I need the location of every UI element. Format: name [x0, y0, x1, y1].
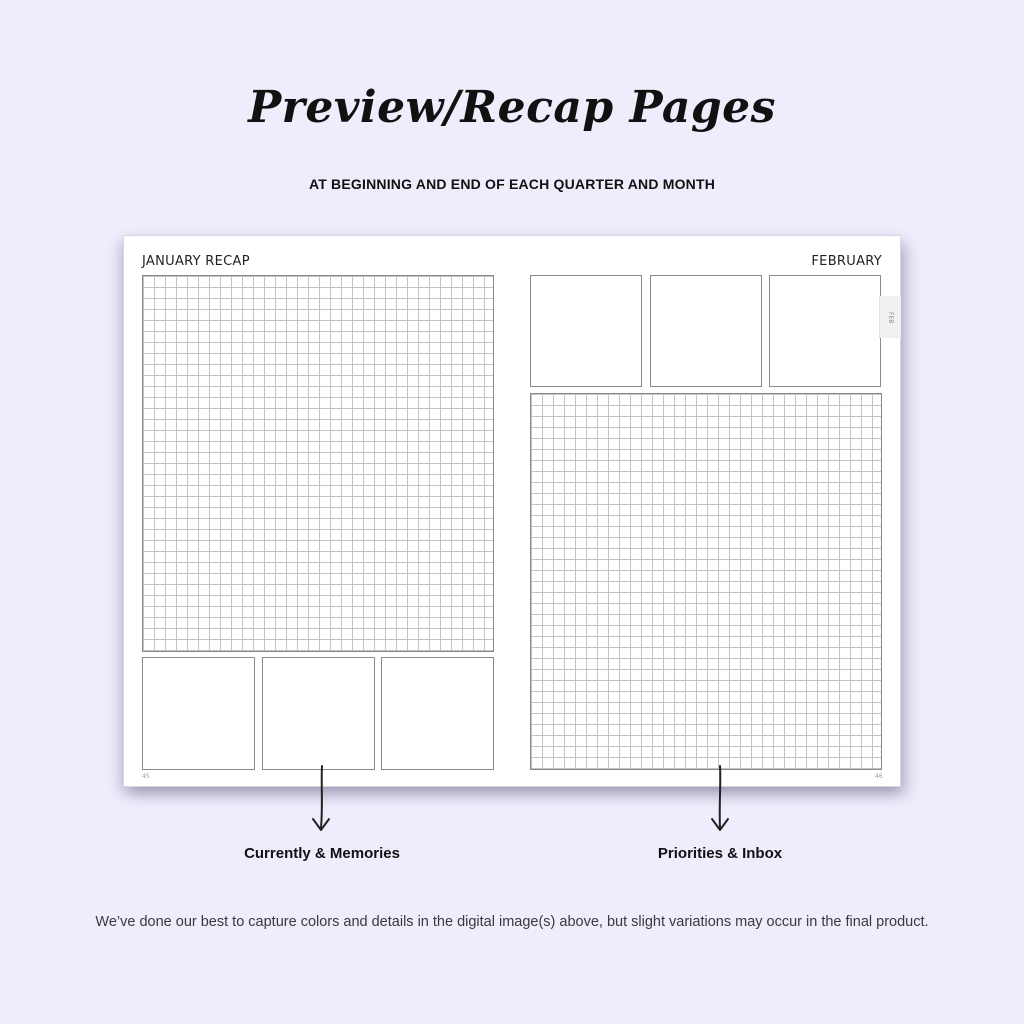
- right-grid: [530, 393, 882, 770]
- right-page-title: FEBRUARY: [811, 254, 882, 269]
- callout-right: Priorities & Inbox: [657, 845, 783, 862]
- priority-box-2: [650, 275, 762, 387]
- arrow-down-icon: [308, 764, 336, 836]
- priority-box-1: [530, 275, 642, 387]
- left-grid: [142, 275, 494, 652]
- month-tab-label: FEB: [887, 312, 894, 324]
- month-tab[interactable]: [879, 296, 901, 338]
- left-page-title: JANUARY RECAP: [142, 254, 250, 269]
- page-title: Preview/Recap Pages: [248, 82, 776, 133]
- callout-left: Currently & Memories: [244, 845, 400, 862]
- planner-spread: [124, 236, 900, 786]
- memory-box-1: [142, 657, 255, 770]
- arrow-down-icon: [706, 764, 734, 836]
- priority-box-3: [769, 275, 881, 387]
- right-page-number: 46: [875, 773, 883, 780]
- memory-box-3: [381, 657, 494, 770]
- left-page-number: 45: [142, 773, 150, 780]
- memory-box-2: [262, 657, 375, 770]
- page-subtitle: AT BEGINNING AND END OF EACH QUARTER AND MONTH: [308, 176, 716, 192]
- disclaimer-text: We’ve done our best to capture colors and details in the digital image(s) above, but slight variations may occur in the final product.: [95, 914, 929, 930]
